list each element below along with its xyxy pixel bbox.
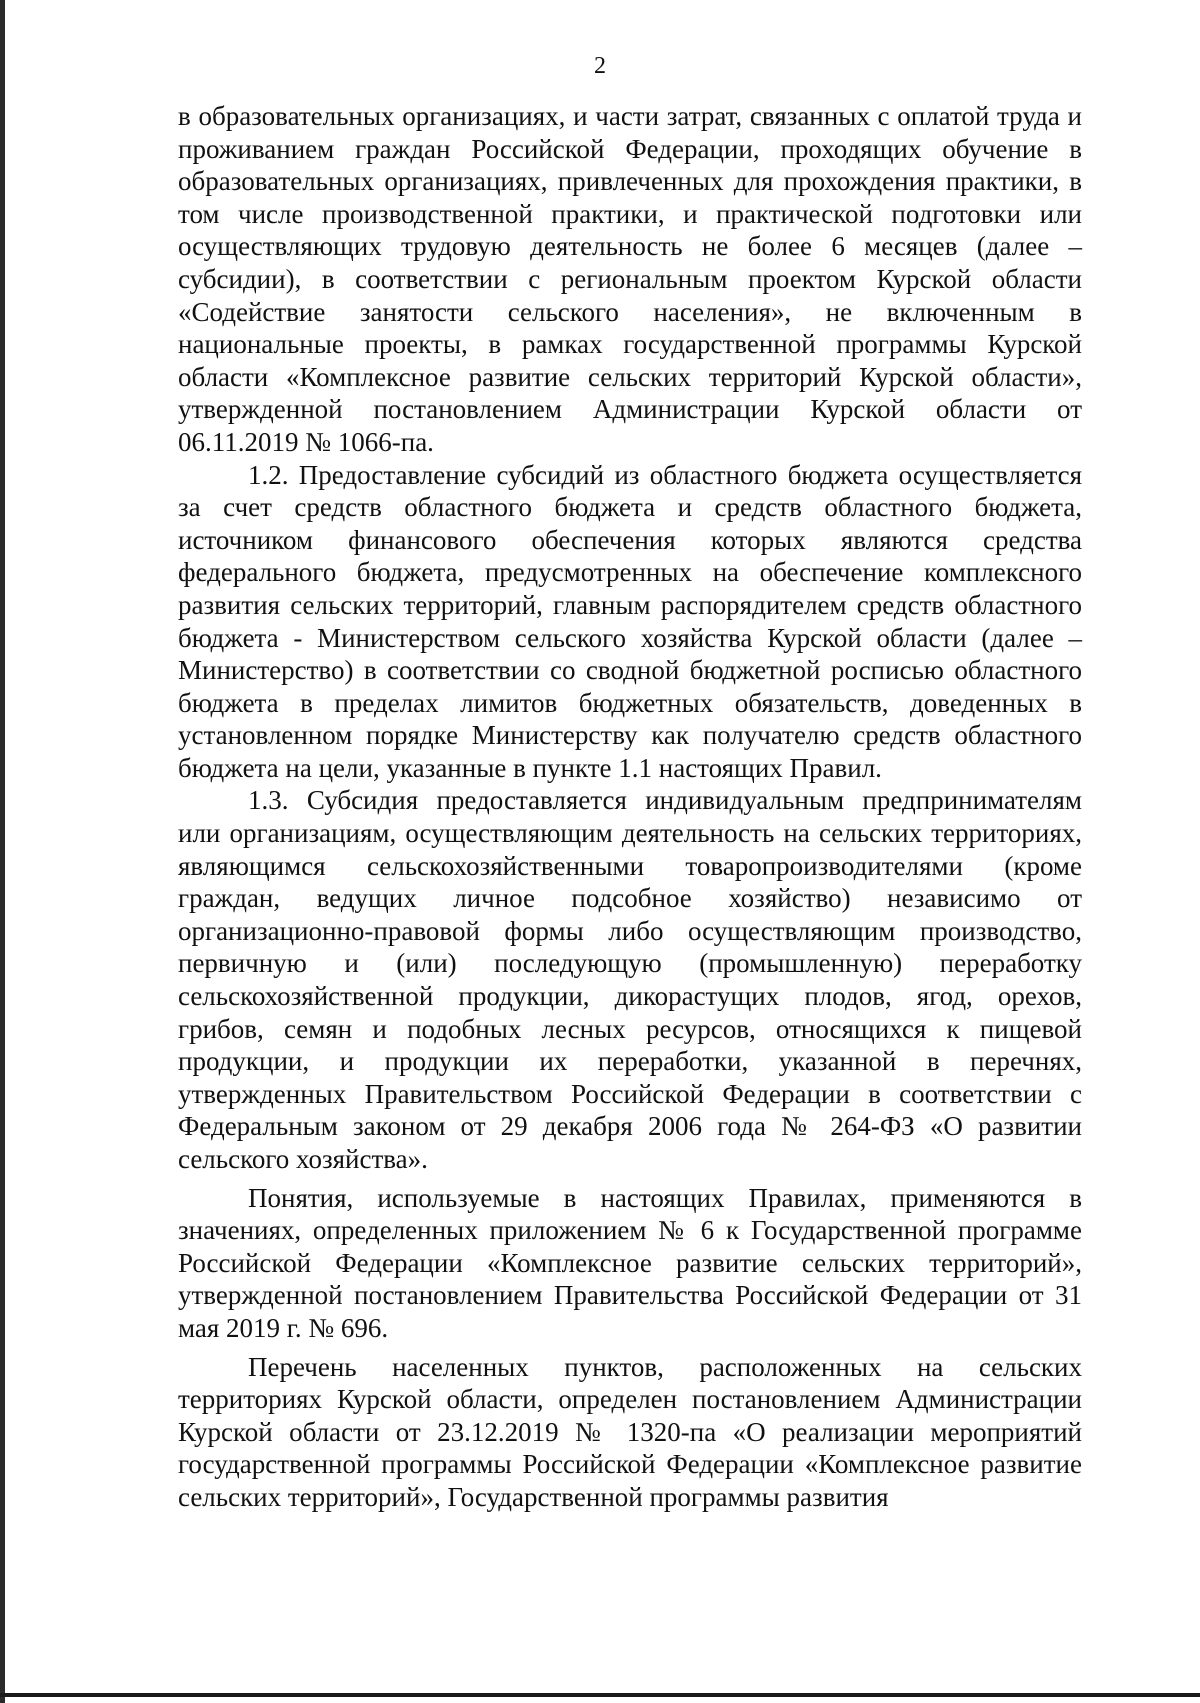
document-body <box>178 100 1082 1514</box>
page-number: 2 <box>594 53 606 79</box>
paragraph-1-2: 1.2. Предоставление субсидий из областного бюджета осуществляется за счет средств областного бюджета и средств областного бюджета, источником финансового обеспечения которых являются средства федерального бюджета, предусмотренных на обеспечение комплексного развития сельских территорий, главным распорядителем средств областного бюджета - Министерством сельского хозяйства Курской области (далее – Министерство) в соответствии со сводной бюджетной росписью областного бюджета в пределах лимитов бюджетных обязательств, доведенных в установленном порядке Министерству как получателю средств областного бюджета на цели, указанные в пункте 1.1 настоящих Правил. <box>178 459 1082 783</box>
paragraph-definitions: Понятия, используемые в настоящих Правилах, применяются в значениях, определенных приложением № 6 к Государственной программе Российской Федерации «Комплексное развитие сельских территорий», утвержденной постановлением Правительства Российской Федерации от 31 мая 2019 г. № 696. <box>178 1182 1082 1343</box>
paragraph-settlements-list: Перечень населенных пунктов, расположенных на сельских территориях Курской области, определен постановлением Администрации Курской области от 23.12.2019 № 1320-па «О реализации мероприятий государственной программы Российской Федерации «Комплексное развитие сельских территорий», Государственной программы развития <box>178 1351 1082 1512</box>
scan-bottom-edge <box>0 1693 1200 1697</box>
paragraph-1-3: 1.3. Субсидия предоставляется индивидуальным предпринимателям или организациям, осуществляющим деятельность на сельских территориях, являющимся сельскохозяйственными товаропроизводителями (кроме граждан, ведущих личное подсобное хозяйство) независимо от организационно-правовой формы либо осуществляющим производство, первичную и (или) последующую (промышленную) переработку сельскохозяйственной продукции, дикорастущих плодов, ягод, орехов, грибов, семян и подобных лесных ресурсов, относящихся к пищевой продукции, и продукции их переработки, указанной в перечнях, утвержденных Правительством Российской Федерации в соответствии с Федеральным законом от 29 декабря 2006 года № 264-ФЗ «О развитии сельского хозяйства». <box>178 785 1082 1174</box>
scan-left-edge <box>0 0 5 1703</box>
paragraph-continuation: в образовательных организациях, и части затрат, связанных с оплатой труда и проживанием граждан Российской Федерации, проходящих обучение в образовательных организациях, привлеченных для прохождения практики, в том числе производственной практики, и практической подготовки или осуществляющих трудовую деятельность не более 6 месяцев (далее – субсидии), в соответствии с региональным проектом Курской области «Содействие занятости сельского населения», не включенным в национальные проекты, в рамках государственной программы Курской области «Комплексное развитие сельских территорий Курской области», утвержденной постановлением Администрации Курской области от 06.11.2019 № 1066-па. <box>178 101 1082 457</box>
